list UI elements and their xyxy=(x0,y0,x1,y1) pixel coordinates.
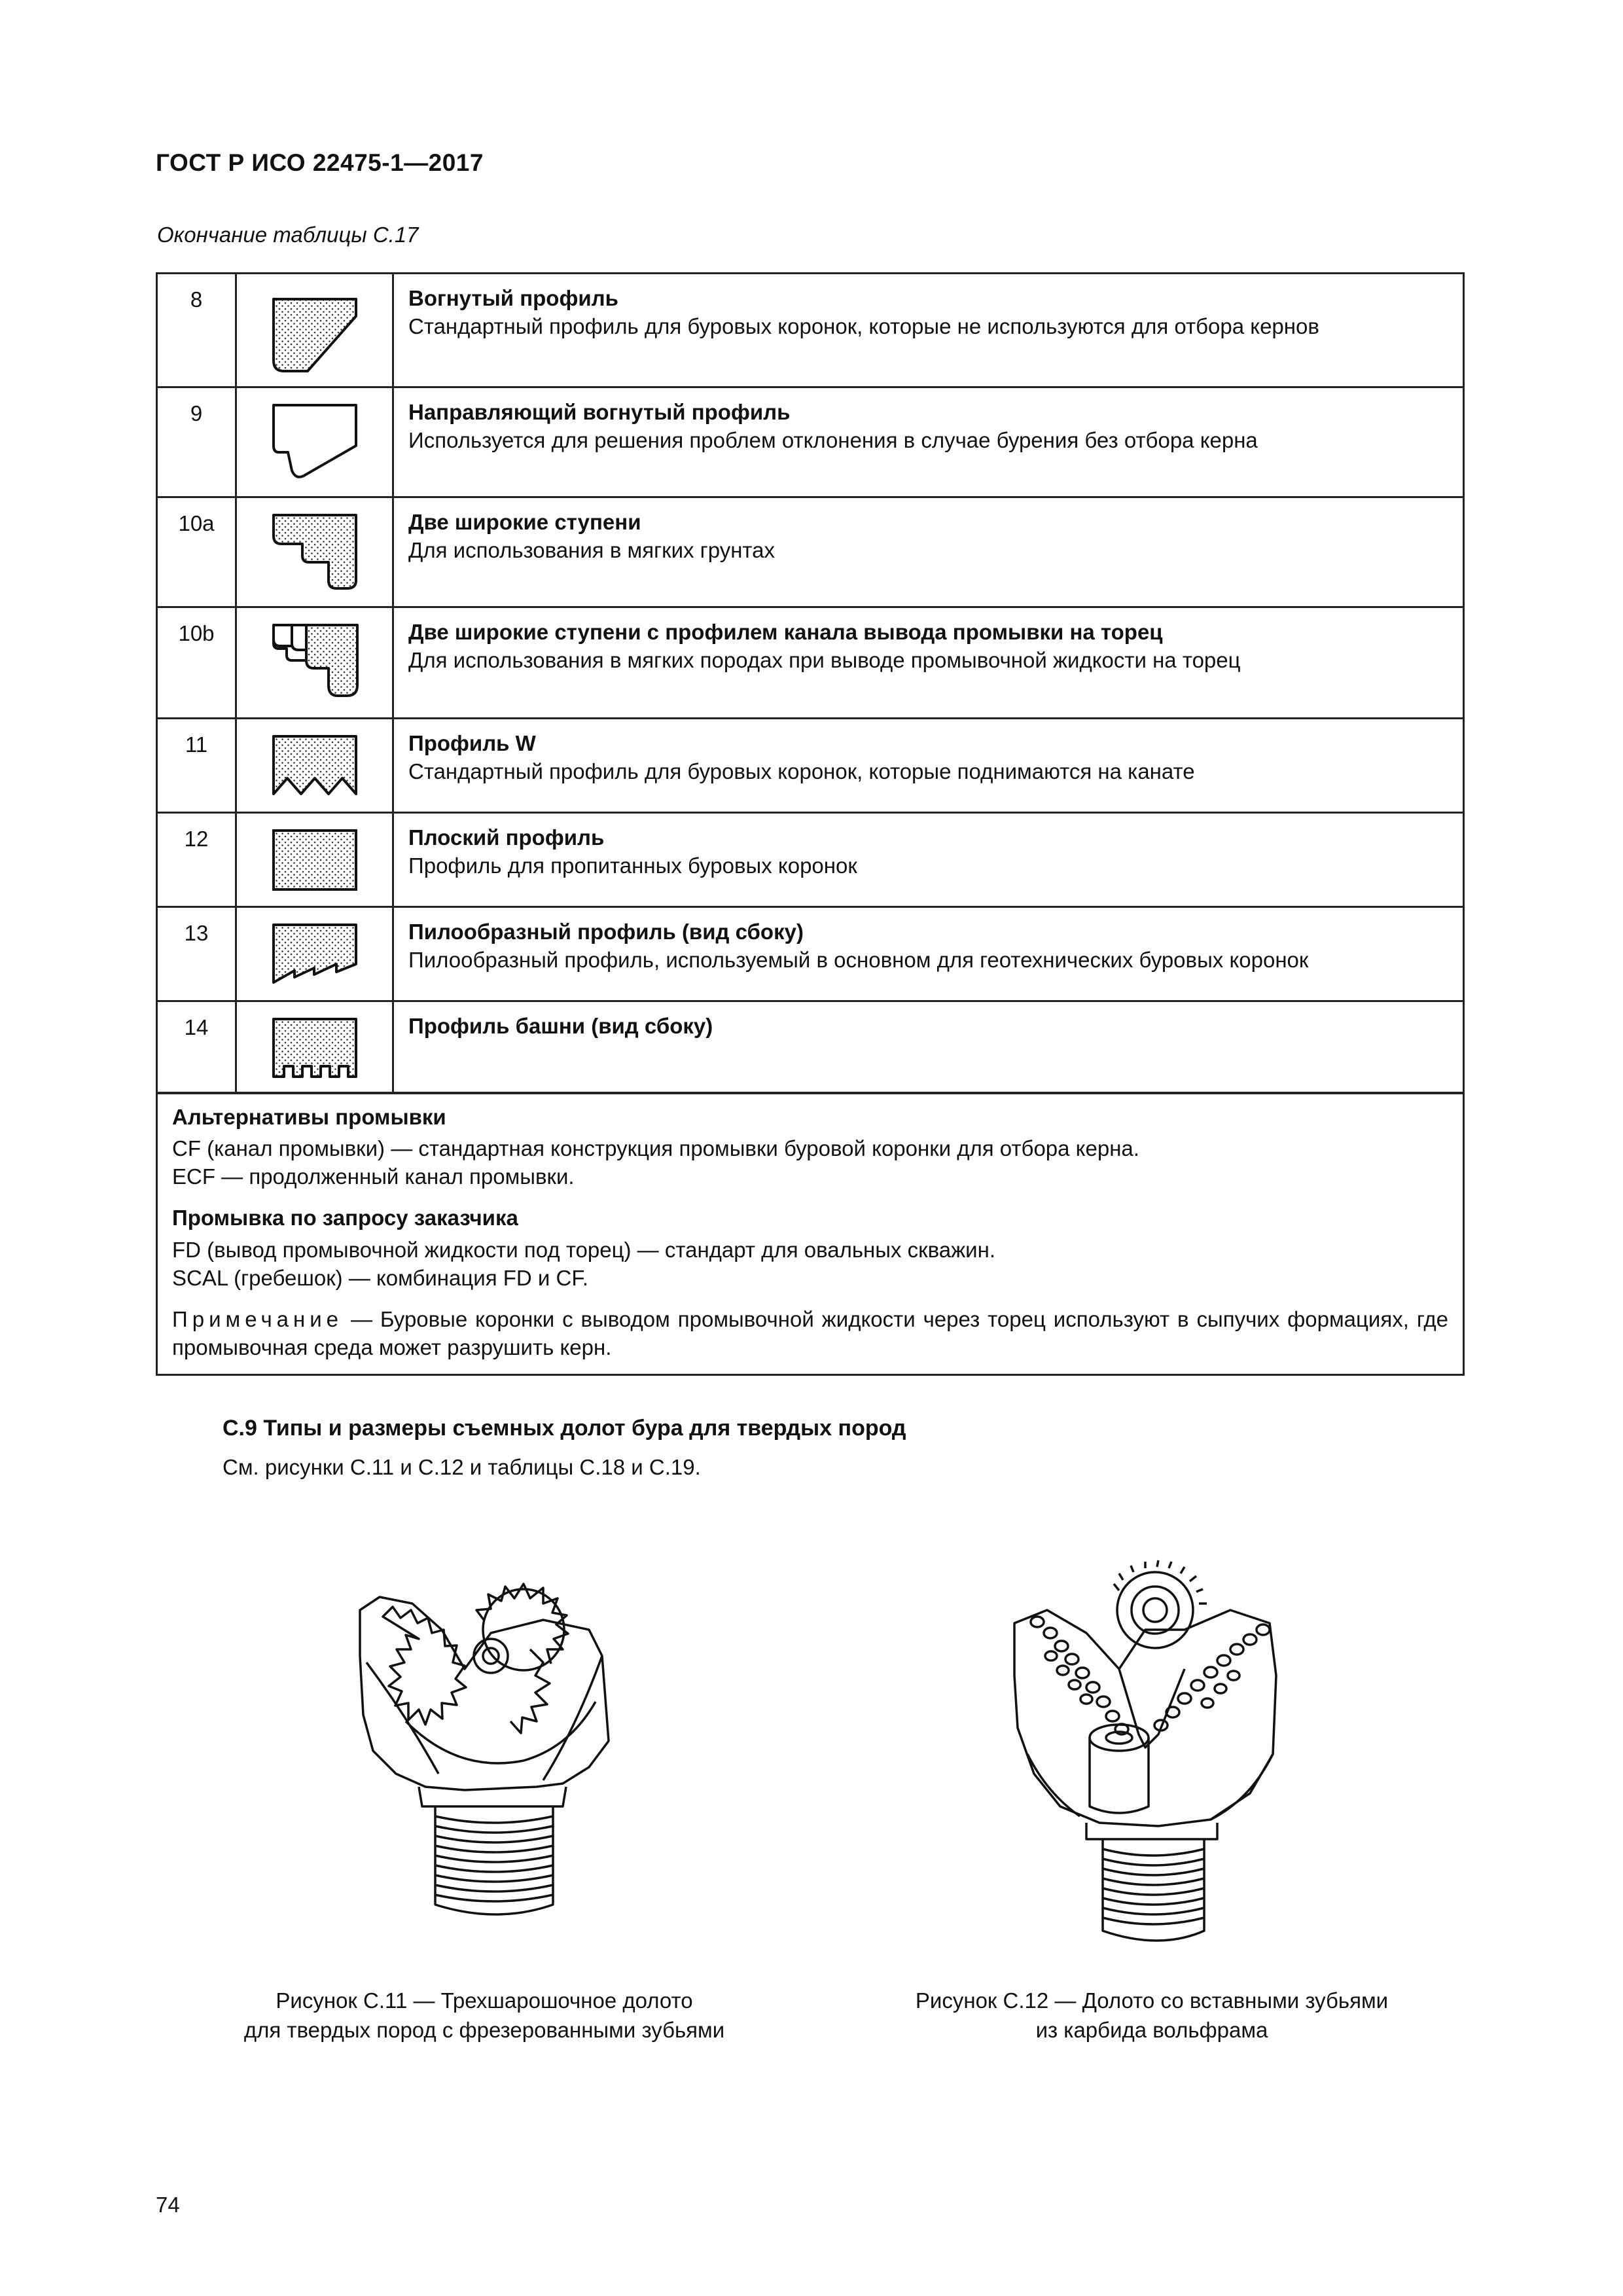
note-label: Примечание xyxy=(172,1306,344,1331)
alternatives-row xyxy=(157,1093,1464,1375)
row-number: 11 xyxy=(157,719,236,813)
custom-flushing-title: Промывка по запросу заказчика xyxy=(172,1206,518,1230)
row-text: Для использования в мягких грунтах xyxy=(408,537,776,562)
table-note xyxy=(172,1306,1448,1362)
row-text: Для использования в мягких породах при выводе промывочной жидкости на торец xyxy=(408,647,1241,672)
concave-profile-icon xyxy=(266,283,364,375)
alternatives-title: Альтернативы промывки xyxy=(172,1104,446,1129)
figure-caption-c11 xyxy=(196,1986,772,2045)
row-title: Вогнутый профиль xyxy=(408,286,618,310)
figure-caption-line: для твердых пород с фрезерованными зубьями xyxy=(243,2017,725,2042)
two-wide-steps-face-discharge-icon xyxy=(266,617,364,702)
alternatives-line: ECF — продолженный канал промывки. xyxy=(172,1164,575,1189)
row-title: Направляющий вогнутый профиль xyxy=(408,400,791,424)
row-title: Профиль W xyxy=(408,731,536,755)
table-row xyxy=(157,497,1464,607)
flat-profile-icon xyxy=(266,823,364,895)
profiles-table xyxy=(156,272,1465,1376)
note-text: — Буровые коронки с выводом промывочной жидкости через торец используют в сыпучих формациях, где промывочная среда может разрушить керн. xyxy=(172,1306,1448,1359)
table-row xyxy=(157,387,1464,497)
table-row xyxy=(157,274,1464,387)
row-text: Стандартный профиль для буровых коронок, которые поднимаются на канате xyxy=(408,759,1195,783)
row-title: Две широкие ступени с профилем канала вывода промывки на торец xyxy=(408,620,1163,644)
row-text: Профиль для пропитанных буровых коронок xyxy=(408,853,857,878)
sawtooth-profile-icon xyxy=(266,917,364,989)
alternatives-line: FD (вывод промывочной жидкости под торец) — стандарт для овальных скважин. xyxy=(172,1238,996,1263)
alternatives-line: SCAL (гребешок) — комбинация FD и CF. xyxy=(172,1265,589,1290)
row-text: Используется для решения проблем отклонения в случае бурения без отбора керна xyxy=(408,427,1258,452)
table-row xyxy=(157,719,1464,813)
tungsten-carbide-insert-bit-icon xyxy=(988,1558,1315,1964)
row-number: 10a xyxy=(157,497,236,607)
row-number: 9 xyxy=(157,387,236,497)
row-number: 12 xyxy=(157,813,236,907)
page-number: 74 xyxy=(156,2193,180,2217)
section-title: С.9 Типы и размеры съемных долот бура для твердых пород xyxy=(223,1416,906,1441)
tricone-milled-tooth-bit-icon xyxy=(327,1558,668,1944)
section-text: См. рисунки С.11 и С.12 и таблицы С.18 и С.19. xyxy=(223,1455,701,1479)
table-row xyxy=(157,907,1464,1001)
figure-caption-line: Рисунок С.11 — Трехшарошочное долото xyxy=(276,1988,693,2013)
row-number: 13 xyxy=(157,907,236,1001)
row-text: Стандартный профиль для буровых коронок, которые не используются для отбора кернов xyxy=(408,314,1319,338)
table-row xyxy=(157,607,1464,719)
table-row xyxy=(157,813,1464,907)
table-caption: Окончание таблицы С.17 xyxy=(157,223,419,247)
w-profile-icon xyxy=(266,728,364,800)
document-header: ГОСТ Р ИСО 22475-1—2017 xyxy=(156,149,484,176)
figure-caption-c12 xyxy=(844,1986,1459,2045)
row-text: Пилообразный профиль, используемый в основном для геотехнических буровых коронок xyxy=(408,947,1309,972)
row-title: Плоский профиль xyxy=(408,825,605,850)
row-title: Профиль башни (вид сбоку) xyxy=(408,1014,713,1038)
row-number: 14 xyxy=(157,1001,236,1093)
row-title: Две широкие ступени xyxy=(408,510,641,534)
table-row xyxy=(157,1001,1464,1093)
figure-caption-line: из карбида вольфрама xyxy=(1035,2017,1268,2042)
tower-profile-icon xyxy=(266,1011,364,1083)
alternatives-line: CF (канал промывки) — стандартная конструкция промывки буровой коронки для отбора керна. xyxy=(172,1136,1139,1161)
row-title: Пилообразный профиль (вид сбоку) xyxy=(408,920,804,944)
two-wide-steps-icon xyxy=(266,507,364,592)
row-number: 10b xyxy=(157,607,236,719)
pilot-concave-profile-icon xyxy=(266,397,364,482)
figure-caption-line: Рисунок С.12 — Долото со вставными зубьями xyxy=(915,1988,1389,2013)
row-number: 8 xyxy=(157,274,236,387)
